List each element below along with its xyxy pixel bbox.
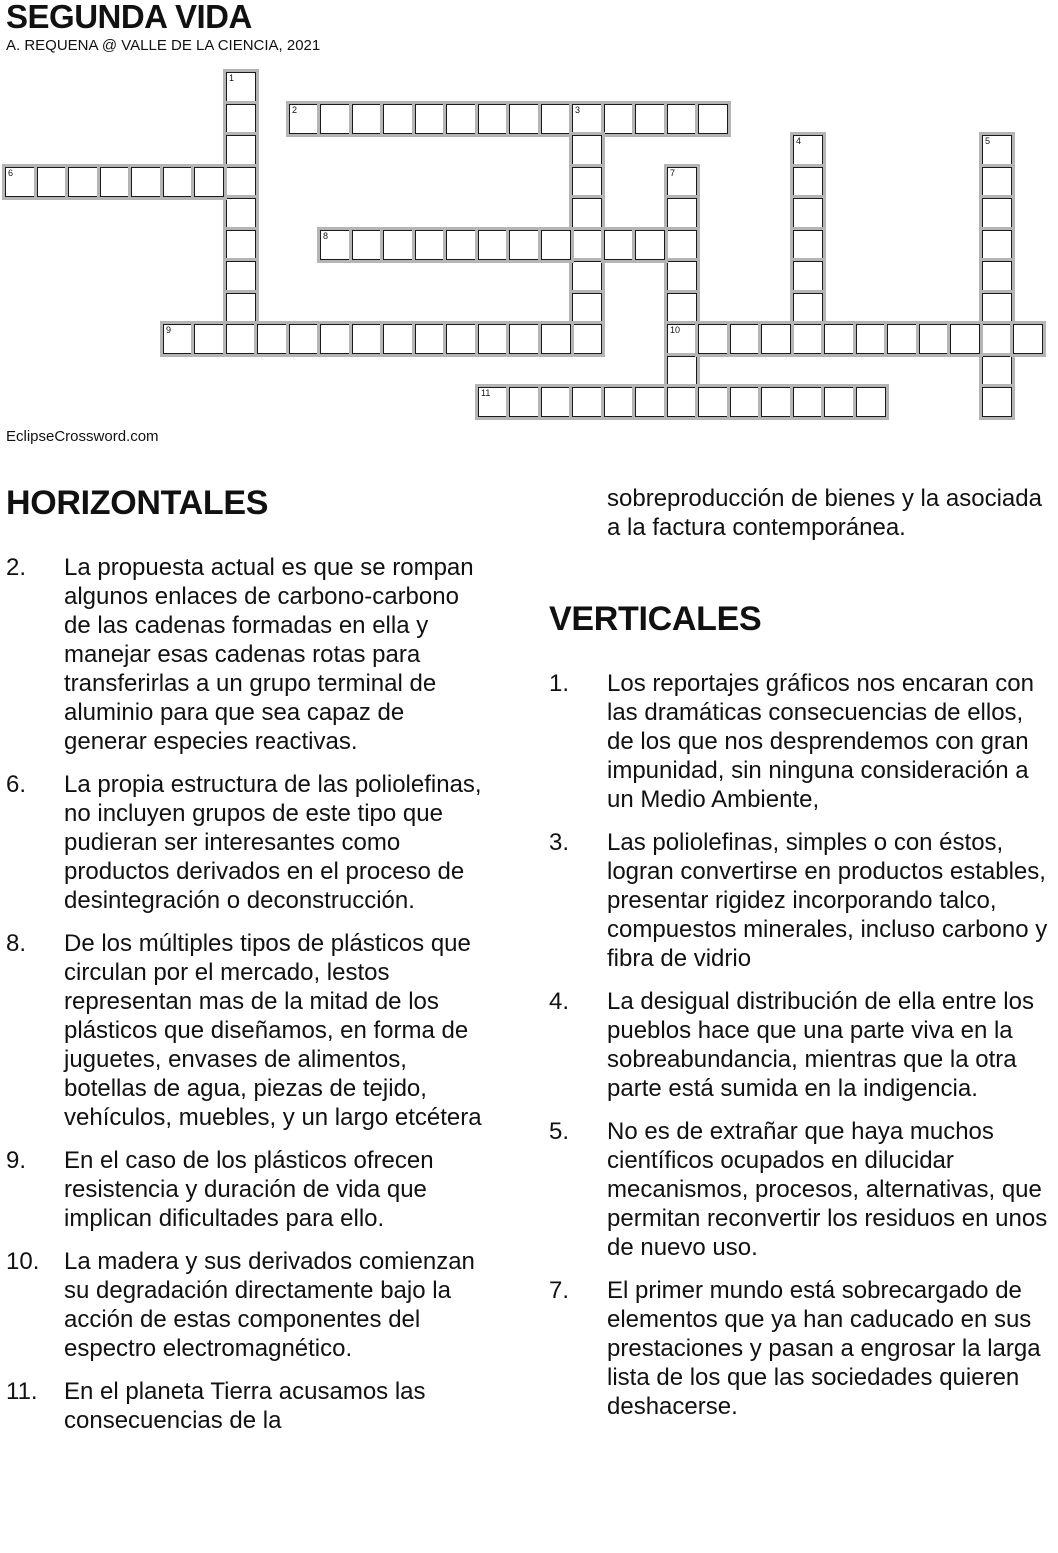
grid-cell: [572, 104, 602, 134]
clue-across-11-continuation: sobreproducción de bienes y la asociada a la factura contemporánea.: [607, 485, 1042, 541]
grid-cell: [698, 387, 728, 417]
clue-text: En el planeta Tierra acusamos las consecuencias de la: [64, 1378, 426, 1434]
grid-cell: [478, 387, 508, 417]
grid-cell: [604, 387, 634, 417]
grid-cell: [982, 387, 1012, 417]
grid-cell: [667, 104, 697, 134]
grid-cell: [68, 167, 98, 197]
grid-cell: [226, 324, 256, 354]
grid-cell: [761, 324, 791, 354]
grid-cell: [950, 324, 980, 354]
grid-cell: [982, 230, 1012, 260]
clue-across-8: [6, 929, 486, 1132]
crossword-grid: [0, 0, 1058, 440]
clue-text: La propia estructura de las poliolefinas, no incluyen grupos de este tipo que pudieran ser interesantes como productos derivados en el proceso de desintegración o deconstrucción.: [64, 771, 482, 914]
grid-cell: [100, 167, 130, 197]
grid-cell: [730, 324, 760, 354]
grid-cell: [667, 261, 697, 291]
grid-cell: [982, 356, 1012, 386]
grid-cell-number: 3: [575, 105, 581, 115]
horizontales-clue-list: [6, 553, 486, 1449]
verticales-clue-list: [549, 669, 1049, 1435]
grid-cell: [824, 387, 854, 417]
grid-cell: [919, 324, 949, 354]
grid-cell: [541, 104, 571, 134]
grid-cell: [541, 387, 571, 417]
clue-number: 6.: [6, 771, 27, 798]
grid-cell-number: 7: [670, 168, 676, 178]
grid-cell: [793, 293, 823, 323]
grid-cell: [793, 230, 823, 260]
grid-cell: [982, 324, 1012, 354]
grid-cell: [226, 293, 256, 323]
grid-cell: [604, 104, 634, 134]
grid-cell: [163, 167, 193, 197]
grid-cell: [1013, 324, 1043, 354]
grid-cell: [226, 230, 256, 260]
grid-cell: [446, 230, 476, 260]
grid-cell: [761, 387, 791, 417]
grid-cell: [383, 324, 413, 354]
grid-cell: [226, 167, 256, 197]
grid-cell: [667, 387, 697, 417]
clue-text: La desigual distribución de ella entre los pueblos hace que una parte viva en la sobreabundancia, mientras que la otra parte está sumida en la indigencia.: [607, 988, 1034, 1102]
clue-text: No es de extrañar que haya muchos científicos ocupados en dilucidar mecanismos, procesos, alternativas, que permitan reconvertir los residuos en unos de nuevo uso.: [607, 1118, 1048, 1261]
grid-cell: [320, 230, 350, 260]
clue-down-3: [549, 828, 1049, 973]
grid-cell: [667, 230, 697, 260]
clue-number: 5.: [549, 1118, 570, 1145]
grid-cell-number: 8: [323, 231, 329, 241]
grid-cell: [572, 387, 602, 417]
grid-cell: [226, 104, 256, 134]
grid-cell: [226, 72, 256, 102]
grid-cell: [856, 387, 886, 417]
clue-down-7: [549, 1276, 1049, 1421]
clue-number: 8.: [6, 930, 27, 957]
grid-cell-number: 11: [481, 388, 491, 398]
grid-cell: [289, 324, 319, 354]
clue-number: 11.: [6, 1378, 38, 1405]
grid-cell: [352, 324, 382, 354]
clue-text: La propuesta actual es que se rompan algunos enlaces de carbono-carbono de las cadenas formadas en ella y manejar esas cadenas rotas para transferirlas a un grupo terminal de aluminio para que sea capaz de generar especies reactivas.: [64, 554, 474, 755]
clue-down-1: [549, 669, 1049, 814]
grid-cell: [478, 104, 508, 134]
puzzle-title: SEGUNDA VIDA: [6, 0, 252, 35]
clue-across-2: [6, 553, 486, 756]
grid-cell: [509, 230, 539, 260]
grid-cell: [226, 135, 256, 165]
clue-text: Los reportajes gráficos nos encaran con las dramáticas consecuencias de ellos, de los que nos desprendemos con gran impunidad, sin ninguna consideración a un Medio Ambiente,: [607, 670, 1034, 813]
grid-cell: [793, 324, 823, 354]
grid-cell: [635, 230, 665, 260]
clue-number: 3.: [549, 829, 570, 856]
grid-cell: [289, 104, 319, 134]
grid-cell: [982, 135, 1012, 165]
grid-cell: [257, 324, 287, 354]
grid-cell: [194, 324, 224, 354]
grid-cell: [226, 261, 256, 291]
grid-cell: [320, 104, 350, 134]
grid-cell: [667, 167, 697, 197]
clue-number: 4.: [549, 988, 570, 1015]
grid-cell-number: 9: [166, 325, 172, 335]
grid-cell: [572, 198, 602, 228]
grid-cell-number: 2: [292, 105, 298, 115]
clue-number: 1.: [549, 670, 570, 697]
grid-cell: [793, 167, 823, 197]
grid-cell: [383, 104, 413, 134]
clue-number: 2.: [6, 554, 27, 581]
grid-cell: [667, 324, 697, 354]
clue-text: Las poliolefinas, simples o con éstos, logran convertirse en productos estables, presentar rigidez incorporando talco, compuestos minerales, incluso carbono y fibra de vidrio: [607, 829, 1048, 972]
grid-cell: [698, 324, 728, 354]
clue-across-9: [6, 1146, 486, 1233]
clue-down-5: [549, 1117, 1049, 1262]
clue-text: La madera y sus derivados comienzan su degradación directamente bajo la acción de estas componentes del espectro electromagnético.: [64, 1248, 475, 1362]
clue-across-11: [6, 1377, 486, 1435]
grid-cell: [982, 293, 1012, 323]
grid-cell: [541, 324, 571, 354]
clue-down-4: [549, 987, 1049, 1103]
grid-cell: [478, 230, 508, 260]
clue-text: En el caso de los plásticos ofrecen resistencia y duración de vida que implican dificultades para ello.: [64, 1147, 434, 1232]
grid-cell: [163, 324, 193, 354]
grid-cell: [635, 387, 665, 417]
clue-across-6: [6, 770, 486, 915]
grid-cell: [730, 387, 760, 417]
grid-cell: [320, 324, 350, 354]
grid-cell: [982, 198, 1012, 228]
credit-text: EclipseCrossword.com: [6, 428, 159, 445]
grid-cell: [698, 104, 728, 134]
grid-cell: [572, 230, 602, 260]
grid-cell: [383, 230, 413, 260]
grid-cell: [667, 356, 697, 386]
grid-cell: [352, 230, 382, 260]
grid-cell-number: 1: [229, 73, 235, 83]
grid-cell: [982, 167, 1012, 197]
grid-cell: [415, 230, 445, 260]
grid-cell: [415, 324, 445, 354]
grid-cell: [635, 104, 665, 134]
grid-cell: [509, 387, 539, 417]
grid-cell: [793, 387, 823, 417]
grid-cell-number: 5: [985, 136, 991, 146]
grid-cell: [572, 324, 602, 354]
clue-text: El primer mundo está sobrecargado de elementos que ya han caducado en sus prestaciones y pasan a engrosar la larga lista de los que las sociedades quieren deshacerse.: [607, 1277, 1041, 1420]
clue-text: De los múltiples tipos de plásticos que circulan por el mercado, lestos representan mas de la mitad de los plásticos que diseñamos, en forma de juguetes, envases de alimentos, botellas de agua, piezas de tejido, vehículos, muebles, y un largo etcétera: [64, 930, 482, 1131]
verticales-heading: VERTICALES: [549, 600, 762, 638]
clue-across-10: [6, 1247, 486, 1363]
grid-cell: [541, 230, 571, 260]
grid-cell: [824, 324, 854, 354]
grid-cell: [194, 167, 224, 197]
clue-number: 7.: [549, 1277, 570, 1304]
grid-cell-number: 10: [670, 325, 681, 335]
grid-cell: [352, 104, 382, 134]
grid-cell: [793, 261, 823, 291]
grid-cell: [856, 324, 886, 354]
grid-cell: [446, 324, 476, 354]
grid-cell: [667, 198, 697, 228]
grid-cell: [226, 198, 256, 228]
grid-cell: [415, 104, 445, 134]
grid-cell: [982, 261, 1012, 291]
grid-cell: [131, 167, 161, 197]
grid-cell: [509, 324, 539, 354]
grid-cell: [5, 167, 35, 197]
grid-cell: [509, 104, 539, 134]
grid-cell: [572, 167, 602, 197]
grid-cell: [572, 135, 602, 165]
grid-cell: [793, 135, 823, 165]
clue-number: 9.: [6, 1147, 27, 1174]
grid-cell: [446, 104, 476, 134]
grid-cell: [37, 167, 67, 197]
horizontales-heading: HORIZONTALES: [6, 484, 269, 522]
grid-cell-number: 4: [796, 136, 802, 146]
clue-number: 10.: [6, 1248, 40, 1275]
grid-cell: [667, 293, 697, 323]
grid-cell: [793, 198, 823, 228]
puzzle-author: A. REQUENA @ VALLE DE LA CIENCIA, 2021: [6, 37, 321, 54]
grid-cell-number: 6: [8, 168, 14, 178]
grid-cell: [478, 324, 508, 354]
grid-cell: [887, 324, 917, 354]
grid-cell: [572, 293, 602, 323]
grid-cell: [572, 261, 602, 291]
grid-cell: [604, 230, 634, 260]
